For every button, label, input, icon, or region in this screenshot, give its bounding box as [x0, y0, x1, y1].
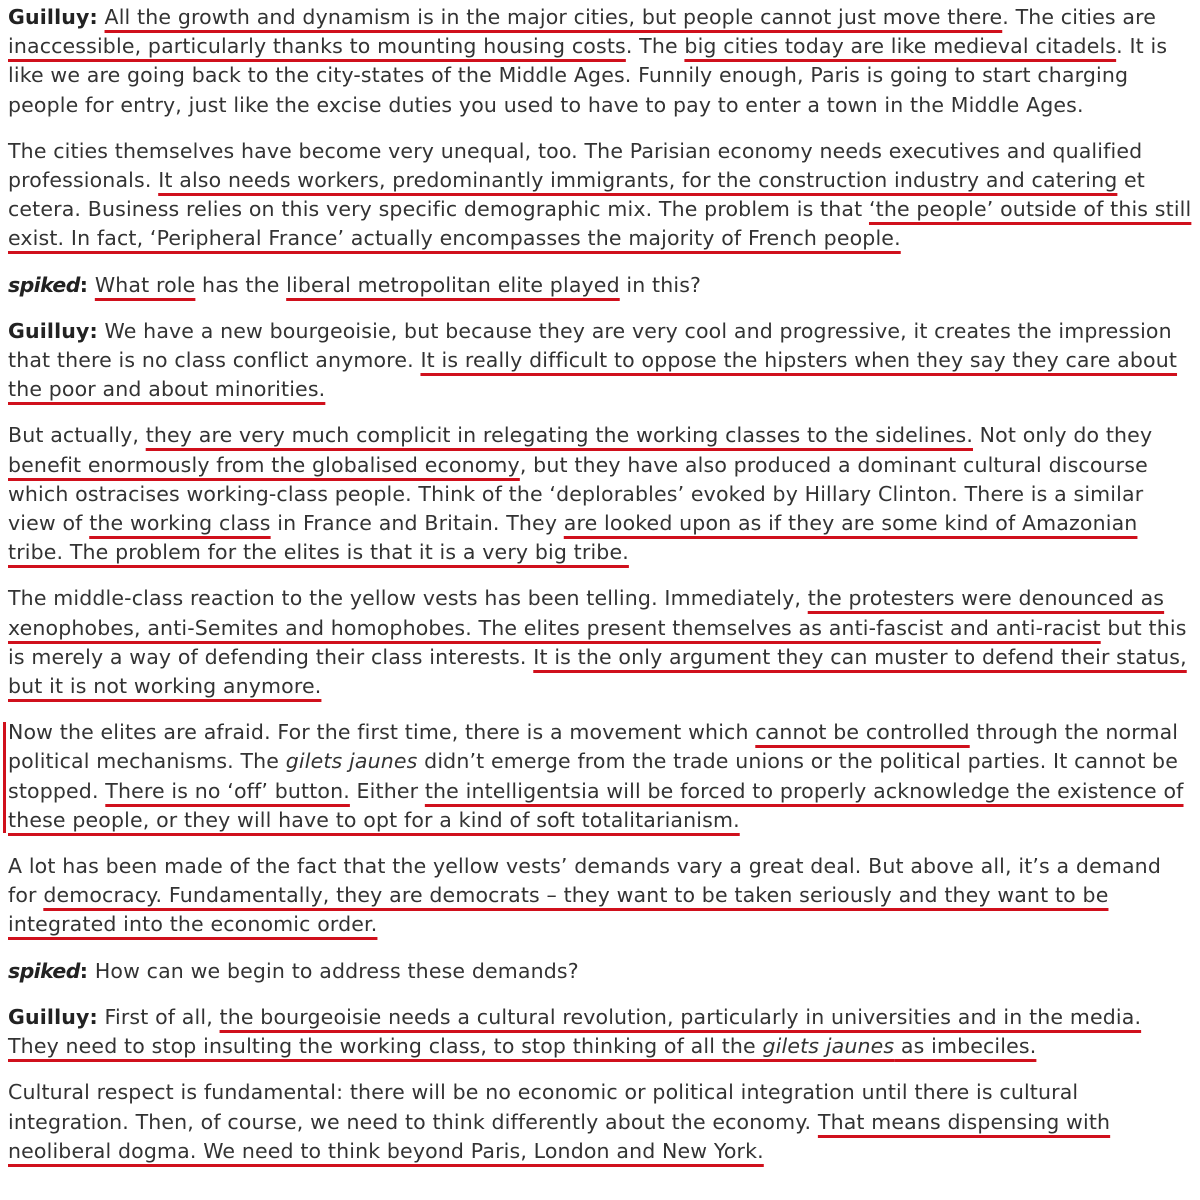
- speaker-label-guilluy: Guilluy:: [8, 1004, 98, 1029]
- text-run: The middle-class reaction to the yellow vests has been telling. Immediately,: [8, 586, 808, 611]
- text-run: A lot has been made of the fact that the yellow vests’ demands vary a great deal. But above all, it’s a demand for: [8, 854, 1161, 908]
- italic-term: gilets jaunes: [285, 749, 418, 774]
- underlined-passage: they are very much complicit in relegating the working classes to the sidelines.: [145, 423, 973, 448]
- text-run: But actually,: [8, 423, 146, 448]
- underlined-passage: What role: [94, 272, 196, 297]
- paragraph: [8, 271, 1194, 300]
- underlined-passage: the protesters were denounced as xenophobes, anti-Semites and homophobes. The elites present themselves as anti-fascist and anti-racist: [8, 586, 1165, 640]
- underlined-passage: benefit enormously from the globalised economy: [8, 452, 520, 477]
- text-run: through the normal political mechanisms. The: [8, 720, 1179, 774]
- speaker-label-guilluy: Guilluy:: [8, 318, 98, 343]
- underlined-passage: inaccessible, particularly thanks to mounting housing costs: [8, 34, 626, 59]
- underlined-passage: ‘the people’ outside of this still exist. In fact, ‘Peripheral France’ actually encompasses the majority of French people.: [8, 197, 1192, 251]
- paragraph: [8, 3, 1194, 120]
- text-run: We have a new bourgeoisie, but because they are very cool and progressive, it creates the impression that there is no class conflict anymore.: [8, 318, 1172, 373]
- text-run: How can we begin to address these demands?: [88, 958, 579, 983]
- underlined-passage: There is no ‘off’ button.: [105, 778, 350, 803]
- underlined-passage: That means dispensing with neoliberal dogma. We need to think beyond Paris, London and New York.: [8, 1109, 1111, 1163]
- text-run: but this is merely a way of defending their class interests.: [8, 615, 1187, 669]
- underlined-passage: democracy. Fundamentally, they are democrats – they want to be taken seriously and they want to be integrated into the economic order.: [8, 883, 1109, 937]
- text-run: in this?: [619, 272, 702, 297]
- paragraph: [8, 957, 1194, 986]
- paragraph: [8, 137, 1194, 254]
- speaker-colon: :: [79, 272, 89, 297]
- speaker-label-guilluy: Guilluy:: [8, 5, 98, 29]
- text-run: Now the elites are afraid. For the first time, there is a movement which: [8, 720, 756, 745]
- speaker-label-spiked: spiked: [8, 272, 80, 297]
- speaker-colon: :: [79, 958, 89, 983]
- paragraph: [8, 852, 1194, 940]
- text-run: . The cities are: [1002, 5, 1156, 29]
- underlined-passage: the intelligentsia will be forced to properly acknowledge the existence of these people, or they will have to opt for a kind of soft totalitarianism.: [8, 778, 1184, 832]
- paragraph: [8, 584, 1194, 701]
- text-run: [88, 273, 95, 297]
- paragraph: [8, 421, 1194, 567]
- underlined-passage: the working class: [89, 511, 271, 536]
- paragraph: [8, 317, 1194, 405]
- text-run: First of all,: [97, 1004, 220, 1029]
- underlined-passage: are looked upon as if they are some kind of Amazonian tribe. The problem for the elites is that it is a very big tribe.: [8, 511, 1138, 565]
- text-run: in France and Britain. They: [270, 511, 564, 536]
- text-run: Not only do they: [973, 423, 1153, 448]
- underlined-passage: the bourgeoisie needs a cultural revolution, particularly in universities and in the media. They need to stop insulting the working class, to stop thinking of all the: [8, 1004, 1142, 1059]
- speaker-label-spiked: spiked: [8, 958, 80, 983]
- underlined-italic-term: gilets jaunes: [762, 1034, 895, 1059]
- text-run: The cities themselves have become very unequal, too. The Parisian economy needs executives and qualified professionals.: [8, 138, 1143, 193]
- underlined-passage: It is really difficult to oppose the hipsters when they say they care about the poor and about minorities.: [8, 348, 1178, 402]
- text-run: didn’t emerge from the trade unions or the political parties. It cannot be stopped.: [8, 749, 1178, 803]
- text-run: Either: [349, 778, 425, 803]
- text-run: et cetera. Business relies on this very specific demographic mix. The problem is that: [8, 168, 1145, 222]
- underlined-passage: It also needs workers, predominantly immigrants, for the construction industry and catering: [158, 168, 1118, 193]
- paragraph: [8, 1003, 1194, 1061]
- text-run: has the: [195, 272, 287, 297]
- underlined-passage: as imbeciles.: [894, 1034, 1037, 1059]
- text-run: . It is like we are going back to the city-states of the Middle Ages. Funnily enough, Paris is going to start charging people for entry, just like the excise duties you used to have to pay to enter a town in the Middle Ages.: [8, 34, 1168, 117]
- underlined-passage: liberal metropolitan elite played: [286, 272, 620, 297]
- underlined-passage: It is the only argument they can muster to defend their status, but it is not working anymore.: [8, 644, 1187, 699]
- text-run: [98, 5, 105, 29]
- text-run: Cultural respect is fundamental: there will be no economic or political integration until there is cultural integration. Then, of course, we need to think differently about the economy.: [8, 1080, 1079, 1134]
- text-run: , but they have also produced a dominant cultural discourse which ostracises working-class people. Think of the ‘deplorables’ evoked by Hillary Clinton. There is a similar view of: [8, 452, 1148, 536]
- underlined-passage: All the growth and dynamism is in the major cities, but people cannot just move there: [104, 5, 1003, 29]
- paragraph: [8, 718, 1194, 835]
- margin-marker: [3, 722, 6, 833]
- paragraph: [8, 1078, 1194, 1166]
- text-run: . The: [625, 34, 685, 59]
- underlined-passage: big cities today are like medieval citadels: [684, 34, 1117, 59]
- underlined-passage: cannot be controlled: [755, 720, 970, 745]
